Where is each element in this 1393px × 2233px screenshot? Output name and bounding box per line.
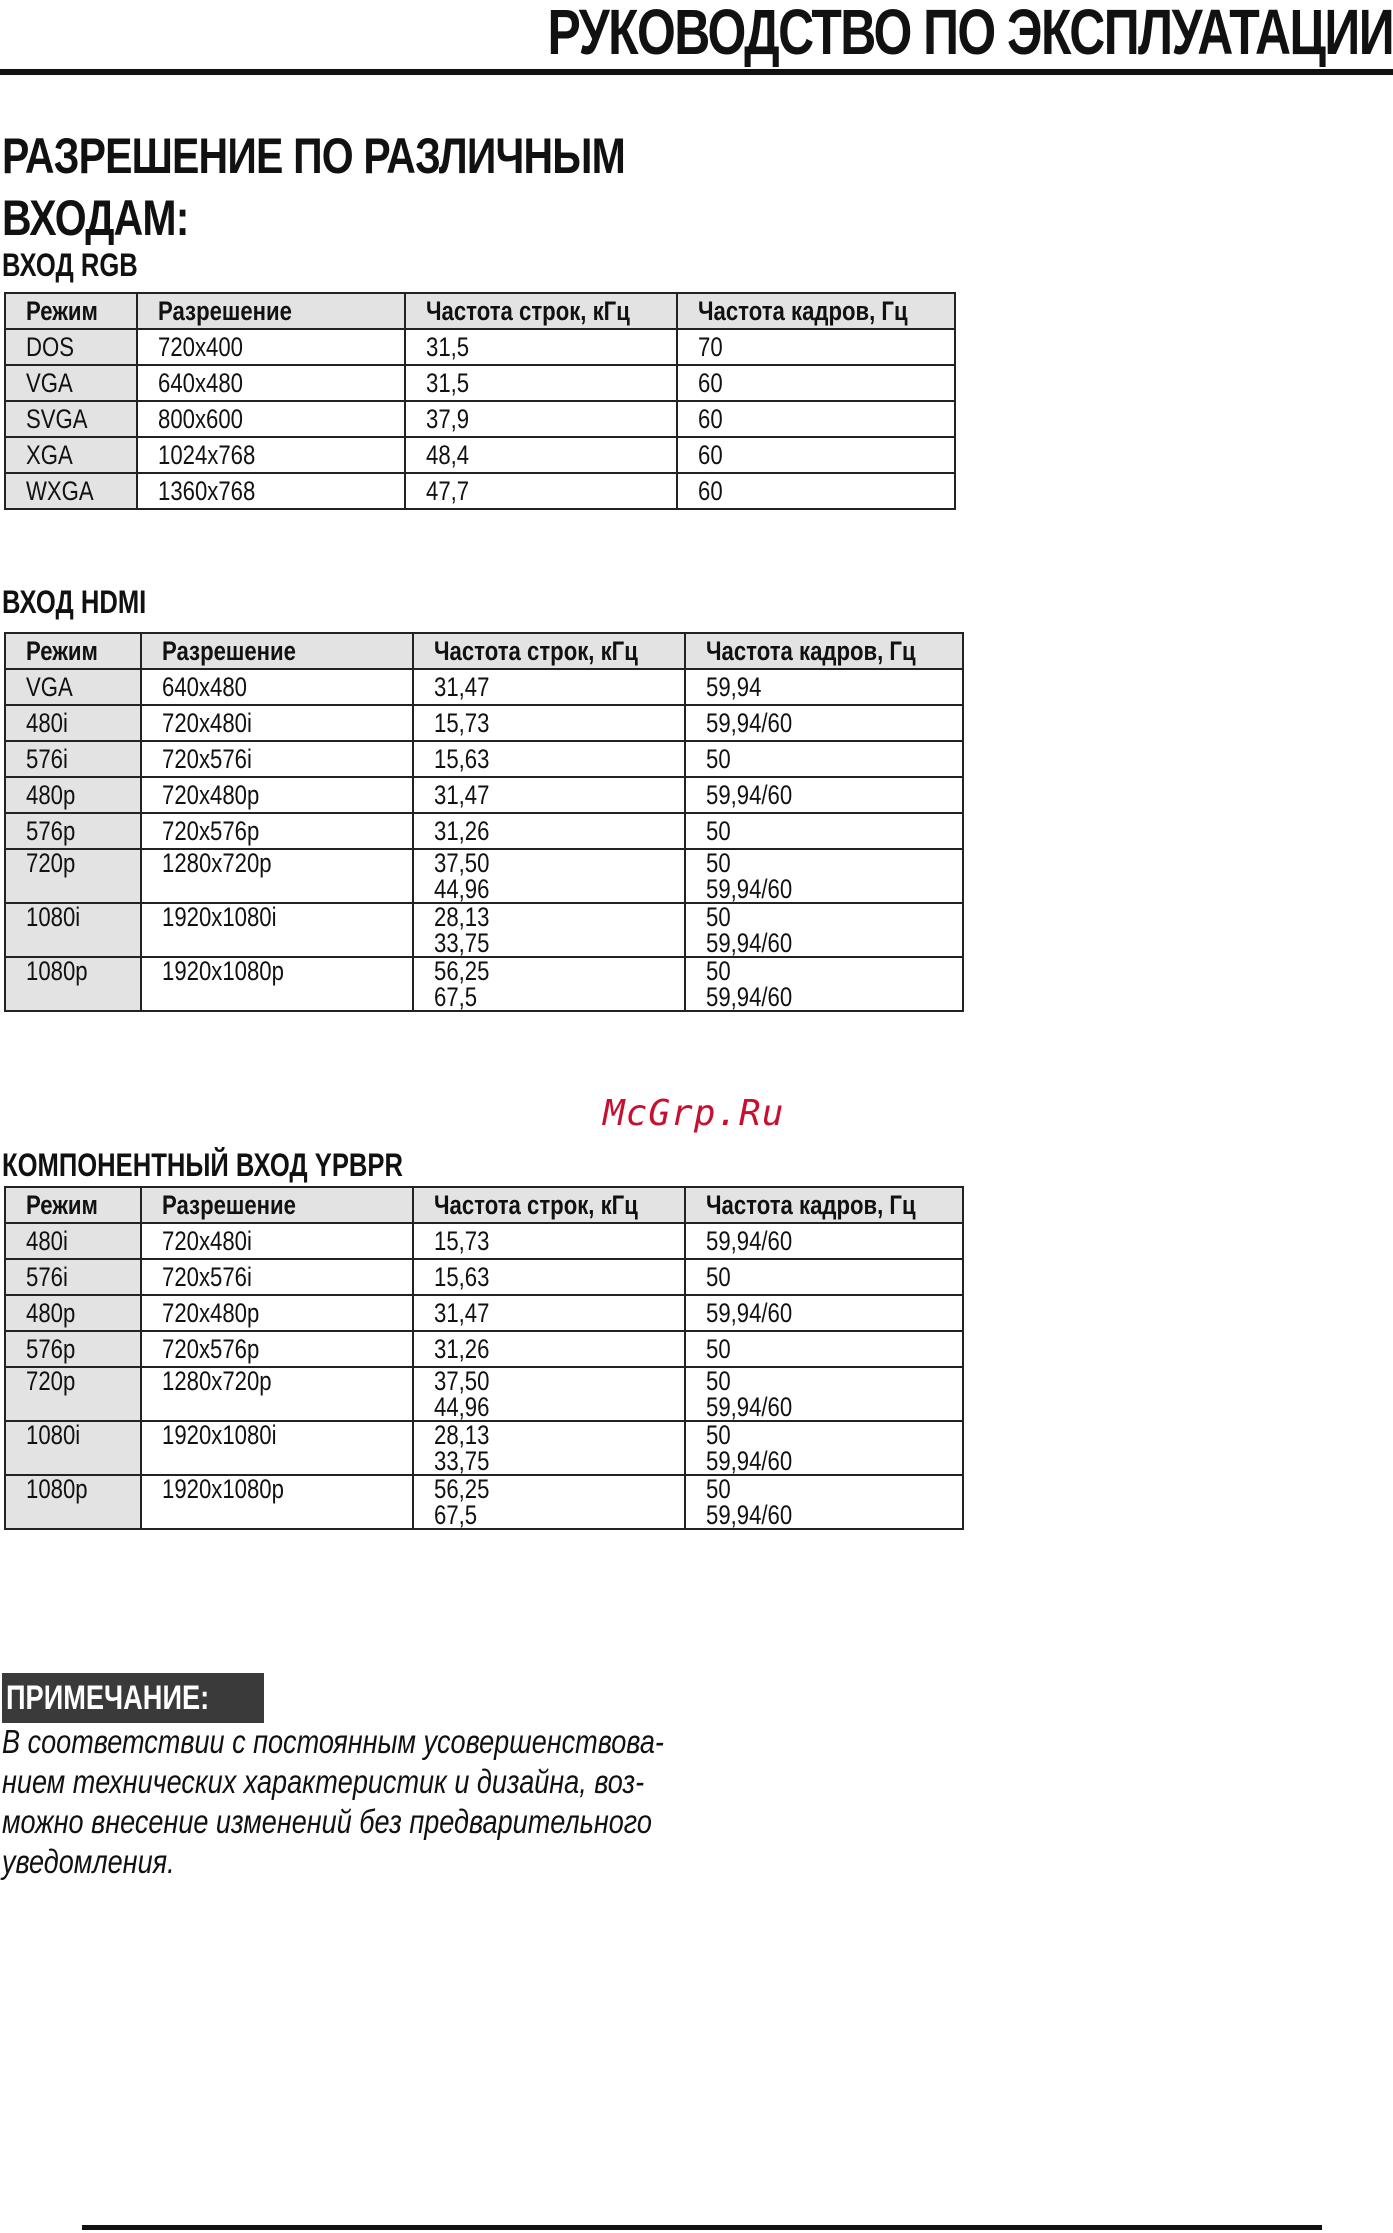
mode-cell-text: 1080i xyxy=(26,903,81,932)
vertical-frequency-cell xyxy=(677,437,955,473)
table-row xyxy=(5,1421,963,1475)
mode-cell xyxy=(5,741,141,777)
mode-cell-text: 480i xyxy=(26,1226,68,1256)
vertical-frequency-cell-text: 59,94/60 xyxy=(706,1392,793,1421)
column-header xyxy=(5,633,141,669)
mode-cell xyxy=(5,473,137,509)
resolution-cell xyxy=(137,473,405,509)
horizontal-frequency-cell xyxy=(413,1367,685,1421)
vertical-frequency-cell xyxy=(685,903,963,957)
ypbpr-resolution-table xyxy=(4,1186,964,1530)
column-header xyxy=(141,1187,413,1223)
vertical-frequency-cell-text: 70 xyxy=(698,332,723,362)
horizontal-frequency-cell-text: 31,47 xyxy=(434,1298,490,1328)
vertical-frequency-cell-text: 50 xyxy=(706,1421,731,1450)
resolution-cell xyxy=(141,1421,413,1475)
resolution-cell-text: 720x480p xyxy=(162,780,260,810)
vertical-frequency-cell xyxy=(685,1295,963,1331)
resolution-cell xyxy=(141,849,413,903)
resolution-cell xyxy=(141,669,413,705)
vertical-frequency-cell-text: 59,94/60 xyxy=(706,1298,793,1328)
page-title-line-2: ВХОДАМ: xyxy=(2,190,189,246)
mode-cell xyxy=(5,957,141,1011)
horizontal-frequency-cell xyxy=(413,1259,685,1295)
column-header-text: Режим xyxy=(26,636,98,666)
note-text xyxy=(2,1722,674,1882)
horizontal-frequency-cell xyxy=(413,741,685,777)
resolution-cell xyxy=(137,365,405,401)
vertical-frequency-cell-text: 59,94/60 xyxy=(706,1226,793,1256)
vertical-frequency-cell-text: 50 xyxy=(706,744,731,774)
resolution-cell-text: 720x400 xyxy=(158,332,243,362)
table-row xyxy=(5,1223,963,1259)
mode-cell-text: DOS xyxy=(26,332,74,362)
resolution-cell-text: 1920x1080i xyxy=(162,903,277,932)
horizontal-frequency-cell-text: 31,5 xyxy=(426,368,470,398)
horizontal-frequency-cell xyxy=(413,1421,685,1475)
mode-cell xyxy=(5,1475,141,1529)
resolution-cell xyxy=(137,329,405,365)
vertical-frequency-cell xyxy=(685,777,963,813)
table-header-row xyxy=(5,633,963,669)
mode-cell xyxy=(5,1295,141,1331)
column-header xyxy=(677,293,955,329)
note-line: нием технических характеристик и дизайна, воз- xyxy=(2,1763,645,1800)
horizontal-frequency-cell-text: 56,25 xyxy=(434,957,490,986)
mode-cell-text: 480p xyxy=(26,780,76,810)
horizontal-frequency-cell xyxy=(413,1223,685,1259)
horizontal-frequency-cell xyxy=(413,849,685,903)
horizontal-frequency-cell-text: 48,4 xyxy=(426,440,470,470)
column-header-text: Режим xyxy=(26,296,98,326)
horizontal-frequency-cell-text: 67,5 xyxy=(434,1500,478,1529)
resolution-cell xyxy=(141,777,413,813)
horizontal-frequency-cell xyxy=(413,957,685,1011)
mode-cell xyxy=(5,813,141,849)
resolution-cell xyxy=(141,1259,413,1295)
horizontal-frequency-cell-text: 15,73 xyxy=(434,1226,490,1256)
resolution-cell xyxy=(141,1331,413,1367)
table-row xyxy=(5,813,963,849)
resolution-cell xyxy=(141,903,413,957)
horizontal-frequency-cell-text: 15,63 xyxy=(434,1262,490,1292)
vertical-frequency-cell-text: 59,94/60 xyxy=(706,780,793,810)
horizontal-frequency-cell-text: 28,13 xyxy=(434,1421,490,1450)
column-header-text: Частота строк, кГц xyxy=(426,296,630,326)
mode-cell xyxy=(5,365,137,401)
resolution-cell-text: 1920x1080i xyxy=(162,1421,277,1450)
horizontal-frequency-cell xyxy=(413,1475,685,1529)
vertical-frequency-cell-text: 60 xyxy=(698,476,723,506)
mode-cell xyxy=(5,777,141,813)
table-row xyxy=(5,777,963,813)
mode-cell xyxy=(5,329,137,365)
table-row xyxy=(5,473,955,509)
vertical-frequency-cell-text: 59,94/60 xyxy=(706,982,793,1011)
resolution-cell xyxy=(141,1223,413,1259)
mode-cell-text: SVGA xyxy=(26,404,88,434)
horizontal-frequency-cell-text: 31,47 xyxy=(434,672,490,702)
column-header-text: Режим xyxy=(26,1190,98,1220)
vertical-frequency-cell xyxy=(677,329,955,365)
table-header-row xyxy=(5,1187,963,1223)
vertical-frequency-cell xyxy=(677,365,955,401)
horizontal-frequency-cell-text: 31,5 xyxy=(426,332,470,362)
vertical-frequency-cell xyxy=(685,1367,963,1421)
horizontal-frequency-cell-text: 44,96 xyxy=(434,1392,490,1421)
resolution-cell-text: 720x480i xyxy=(162,1226,252,1256)
column-header-text: Частота кадров, Гц xyxy=(706,1190,916,1220)
ypbpr-section-title: КОМПОНЕНТНЫЙ ВХОД YPBPR xyxy=(2,1147,403,1183)
mode-cell-text: 576i xyxy=(26,744,68,774)
vertical-frequency-cell-text: 50 xyxy=(706,1475,731,1504)
horizontal-frequency-cell-text: 31,26 xyxy=(434,816,490,846)
horizontal-frequency-cell-text: 15,73 xyxy=(434,708,490,738)
resolution-cell-text: 1280x720p xyxy=(162,1367,272,1396)
mode-cell-text: 480p xyxy=(26,1298,76,1328)
horizontal-frequency-cell-text: 47,7 xyxy=(426,476,470,506)
resolution-cell-text: 720x576p xyxy=(162,816,260,846)
hdmi-section-title: ВХОД HDMI xyxy=(2,584,147,620)
page-header-title: РУКОВОДСТВО ПО ЭКСПЛУАТАЦИИ xyxy=(547,0,1393,68)
vertical-frequency-cell xyxy=(685,813,963,849)
vertical-frequency-cell xyxy=(685,741,963,777)
vertical-frequency-cell-text: 60 xyxy=(698,404,723,434)
vertical-frequency-cell-text: 60 xyxy=(698,368,723,398)
resolution-cell-text: 1024x768 xyxy=(158,440,256,470)
mode-cell xyxy=(5,1367,141,1421)
resolution-cell-text: 640x480 xyxy=(158,368,243,398)
table-row xyxy=(5,1475,963,1529)
note-label: ПРИМЕЧАНИЕ: xyxy=(2,1673,264,1723)
horizontal-frequency-cell-text: 44,96 xyxy=(434,874,490,903)
horizontal-frequency-cell xyxy=(413,903,685,957)
mode-cell-text: 576i xyxy=(26,1262,68,1292)
mode-cell-text: 1080i xyxy=(26,1421,81,1450)
resolution-cell xyxy=(137,437,405,473)
horizontal-frequency-cell-text: 37,9 xyxy=(426,404,470,434)
horizontal-frequency-cell-text: 31,47 xyxy=(434,780,490,810)
mode-cell xyxy=(5,903,141,957)
horizontal-frequency-cell xyxy=(405,473,677,509)
vertical-frequency-cell-text: 50 xyxy=(706,903,731,932)
column-header-text: Частота строк, кГц xyxy=(434,1190,638,1220)
column-header-text: Частота кадров, Гц xyxy=(698,296,908,326)
table-row xyxy=(5,957,963,1011)
resolution-cell xyxy=(141,957,413,1011)
footer-divider xyxy=(82,2225,1322,2230)
resolution-cell-text: 720x576i xyxy=(162,1262,252,1292)
vertical-frequency-cell-text: 60 xyxy=(698,440,723,470)
column-header-text: Частота строк, кГц xyxy=(434,636,638,666)
vertical-frequency-cell-text: 50 xyxy=(706,1262,731,1292)
vertical-frequency-cell xyxy=(685,705,963,741)
mode-cell-text: VGA xyxy=(26,368,73,398)
note-line: В соответствии с постоянным усовершенствова- xyxy=(2,1723,664,1760)
vertical-frequency-cell-text: 59,94/60 xyxy=(706,928,793,957)
vertical-frequency-cell-text: 59,94/60 xyxy=(706,874,793,903)
table-row xyxy=(5,329,955,365)
note-line: уведомления. xyxy=(2,1843,175,1880)
column-header xyxy=(141,633,413,669)
horizontal-frequency-cell xyxy=(413,705,685,741)
table-row xyxy=(5,705,963,741)
mode-cell xyxy=(5,1331,141,1367)
column-header xyxy=(405,293,677,329)
resolution-cell xyxy=(141,1367,413,1421)
horizontal-frequency-cell-text: 33,75 xyxy=(434,1446,490,1475)
resolution-cell-text: 720x480i xyxy=(162,708,252,738)
mode-cell xyxy=(5,1259,141,1295)
mode-cell-text: 576p xyxy=(26,1334,76,1364)
table-row xyxy=(5,669,963,705)
vertical-frequency-cell xyxy=(677,401,955,437)
page-title xyxy=(2,125,625,249)
table-row xyxy=(5,401,955,437)
horizontal-frequency-cell xyxy=(413,1331,685,1367)
column-header xyxy=(413,633,685,669)
page-title-line-1: РАЗРЕШЕНИЕ ПО РАЗЛИЧНЫМ xyxy=(2,128,625,184)
resolution-cell-text: 1920x1080p xyxy=(162,957,284,986)
table-row xyxy=(5,741,963,777)
column-header xyxy=(685,633,963,669)
vertical-frequency-cell-text: 50 xyxy=(706,849,731,878)
column-header-text: Разрешение xyxy=(162,1190,296,1220)
resolution-cell-text: 1280x720p xyxy=(162,849,272,878)
horizontal-frequency-cell xyxy=(413,813,685,849)
table-row xyxy=(5,1331,963,1367)
horizontal-frequency-cell xyxy=(405,329,677,365)
vertical-frequency-cell xyxy=(685,1421,963,1475)
column-header xyxy=(137,293,405,329)
resolution-cell-text: 720x576i xyxy=(162,744,252,774)
horizontal-frequency-cell xyxy=(405,437,677,473)
vertical-frequency-cell xyxy=(685,1259,963,1295)
vertical-frequency-cell-text: 50 xyxy=(706,816,731,846)
horizontal-frequency-cell-text: 67,5 xyxy=(434,982,478,1011)
horizontal-frequency-cell-text: 15,63 xyxy=(434,744,490,774)
resolution-cell xyxy=(141,1475,413,1529)
table-header-row xyxy=(5,293,955,329)
resolution-cell-text: 720x480p xyxy=(162,1298,260,1328)
vertical-frequency-cell xyxy=(685,669,963,705)
column-header xyxy=(5,1187,141,1223)
horizontal-frequency-cell-text: 37,50 xyxy=(434,849,490,878)
mode-cell xyxy=(5,437,137,473)
mode-cell xyxy=(5,849,141,903)
vertical-frequency-cell-text: 50 xyxy=(706,1367,731,1396)
column-header-text: Разрешение xyxy=(162,636,296,666)
table-row xyxy=(5,1295,963,1331)
vertical-frequency-cell-text: 59,94/60 xyxy=(706,1446,793,1475)
column-header xyxy=(5,293,137,329)
mode-cell-text: WXGA xyxy=(26,476,94,506)
horizontal-frequency-cell-text: 37,50 xyxy=(434,1367,490,1396)
resolution-cell xyxy=(137,401,405,437)
header-divider xyxy=(0,69,1393,75)
horizontal-frequency-cell-text: 31,26 xyxy=(434,1334,490,1364)
mode-cell-text: 1080p xyxy=(26,957,88,986)
horizontal-frequency-cell xyxy=(413,1295,685,1331)
column-header-text: Разрешение xyxy=(158,296,292,326)
mode-cell-text: 1080p xyxy=(26,1475,88,1504)
mode-cell xyxy=(5,669,141,705)
table-row xyxy=(5,365,955,401)
resolution-cell xyxy=(141,813,413,849)
mode-cell xyxy=(5,705,141,741)
horizontal-frequency-cell xyxy=(405,401,677,437)
mode-cell-text: 576p xyxy=(26,816,76,846)
resolution-cell-text: 1360x768 xyxy=(158,476,256,506)
horizontal-frequency-cell-text: 56,25 xyxy=(434,1475,490,1504)
horizontal-frequency-cell xyxy=(413,777,685,813)
vertical-frequency-cell-text: 50 xyxy=(706,1334,731,1364)
vertical-frequency-cell-text: 59,94/60 xyxy=(706,708,793,738)
vertical-frequency-cell xyxy=(685,1223,963,1259)
horizontal-frequency-cell-text: 28,13 xyxy=(434,903,490,932)
horizontal-frequency-cell-text: 33,75 xyxy=(434,928,490,957)
table-row xyxy=(5,437,955,473)
vertical-frequency-cell-text: 59,94 xyxy=(706,672,762,702)
vertical-frequency-cell-text: 59,94/60 xyxy=(706,1500,793,1529)
vertical-frequency-cell xyxy=(685,1331,963,1367)
resolution-cell xyxy=(141,705,413,741)
vertical-frequency-cell xyxy=(677,473,955,509)
mode-cell xyxy=(5,1223,141,1259)
resolution-cell-text: 800x600 xyxy=(158,404,243,434)
table-row xyxy=(5,849,963,903)
horizontal-frequency-cell xyxy=(413,669,685,705)
vertical-frequency-cell xyxy=(685,849,963,903)
vertical-frequency-cell-text: 50 xyxy=(706,957,731,986)
table-row xyxy=(5,1367,963,1421)
resolution-cell xyxy=(141,1295,413,1331)
table-row xyxy=(5,903,963,957)
mode-cell-text: VGA xyxy=(26,672,73,702)
hdmi-resolution-table xyxy=(4,632,964,1012)
vertical-frequency-cell xyxy=(685,957,963,1011)
watermark: McGrp.Ru xyxy=(603,1093,785,1134)
mode-cell-text: 720p xyxy=(26,849,76,878)
vertical-frequency-cell xyxy=(685,1475,963,1529)
resolution-cell-text: 1920x1080p xyxy=(162,1475,284,1504)
mode-cell-text: XGA xyxy=(26,440,73,470)
column-header-text: Частота кадров, Гц xyxy=(706,636,916,666)
rgb-section-title: ВХОД RGB xyxy=(2,247,138,283)
horizontal-frequency-cell xyxy=(405,365,677,401)
resolution-cell xyxy=(141,741,413,777)
mode-cell-text: 720p xyxy=(26,1367,76,1396)
mode-cell-text: 480i xyxy=(26,708,68,738)
note-line: можно внесение изменений без предварительного xyxy=(2,1803,652,1840)
rgb-resolution-table xyxy=(4,292,956,510)
resolution-cell-text: 640x480 xyxy=(162,672,247,702)
column-header xyxy=(685,1187,963,1223)
column-header xyxy=(413,1187,685,1223)
table-row xyxy=(5,1259,963,1295)
resolution-cell-text: 720x576p xyxy=(162,1334,260,1364)
mode-cell xyxy=(5,1421,141,1475)
mode-cell xyxy=(5,401,137,437)
